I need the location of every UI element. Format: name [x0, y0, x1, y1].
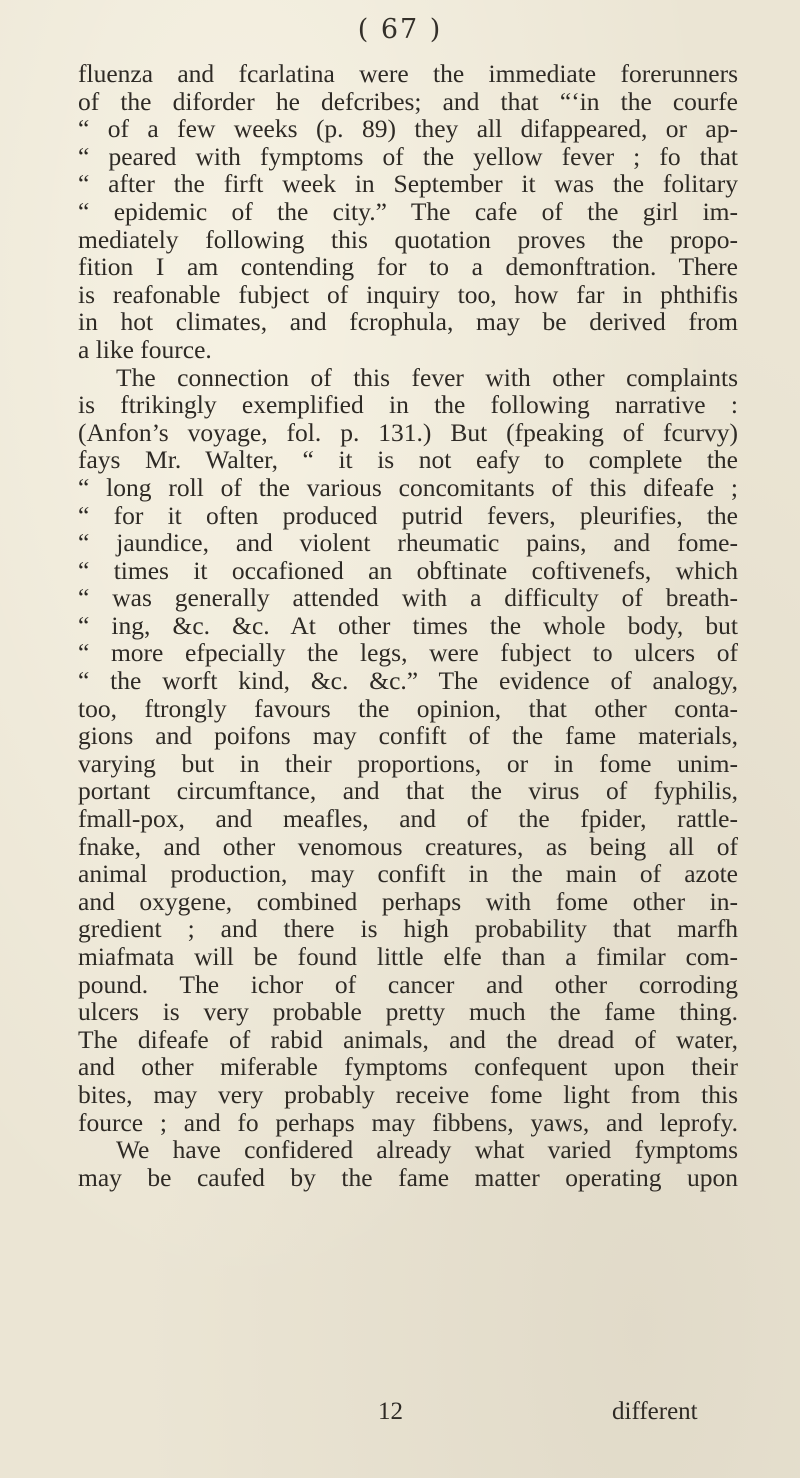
text-line: “ of a few weeks (p. 89) they all difappeared, or ap-: [78, 114, 738, 144]
text-line: “ jaundice, and violent rheumatic pains, and fome-: [78, 528, 738, 558]
text-line: ulcers is very probable pretty much the fame thing.: [78, 997, 738, 1027]
text-line: fnake, and other venomous creatures, as being all of: [78, 831, 738, 861]
text-line: “ times it occafioned an obftinate coftivenefs, which: [78, 555, 738, 585]
text-line: varying but in their proportions, or in fome unim-: [78, 748, 738, 778]
catchword: different: [612, 1398, 698, 1425]
text-line: “ for it often produced putrid fevers, pleurifies, the: [78, 500, 738, 530]
text-line: fays Mr. Walter, “ it is not eafy to complete the: [78, 445, 738, 475]
text-line: “ ing, &c. &c. At other times the whole body, but: [78, 610, 738, 640]
text-line: fluenza and fcarlatina were the immediate forerunners: [78, 59, 738, 88]
text-line: is ftrikingly exemplified in the following narrative :: [78, 390, 738, 420]
text-line: animal production, may confift in the main of azote: [78, 859, 738, 889]
text-line: “ peared with fymptoms of the yellow fever ; fo that: [78, 141, 738, 171]
text-line: “ long roll of the various concomitants of this difeafe ;: [78, 472, 738, 502]
text-line: We have confidered already what varied fymptoms: [116, 1135, 738, 1165]
text-line: gredient ; and there is high probability that marfh: [78, 914, 738, 944]
body-text: [78, 60, 738, 1191]
text-line: portant circumftance, and that the virus of fyphilis,: [78, 776, 738, 806]
text-line: The connection of this fever with other complaints: [116, 362, 738, 392]
text-line: may be caufed by the fame matter operating upon: [78, 1162, 738, 1192]
text-line: a like fource.: [78, 334, 212, 364]
text-line: “ was generally attended with a difficulty of breath-: [78, 583, 738, 613]
text-line: mediately following this quotation proves the propo-: [78, 224, 738, 254]
text-line: fition I am contending for to a demonftration. There: [78, 252, 738, 282]
text-line: too, ftrongly favours the opinion, that other conta-: [78, 693, 738, 723]
text-line: of the diforder he defcribes; and that “‘in the courfe: [78, 86, 738, 116]
text-line: “ after the firft week in September it was the folitary: [78, 169, 738, 199]
text-line: pound. The ichor of cancer and other corroding: [78, 969, 738, 999]
text-line: “ more efpecially the legs, were fubject to ulcers of: [78, 638, 738, 668]
text-line: miafmata will be found little elfe than a fimilar com-: [78, 942, 738, 971]
signature-mark: 12: [378, 1398, 403, 1425]
text-line: fmall-pox, and meafles, and of the fpider, rattle-: [78, 804, 738, 834]
text-line: and other miferable fymptoms confequent upon their: [78, 1052, 738, 1082]
text-line: The difeafe of rabid animals, and the dread of water,: [78, 1024, 738, 1054]
text-line: is reafonable fubject of inquiry too, how far in phthifis: [78, 279, 738, 309]
text-line: bites, may very probably receive fome light from this: [78, 1079, 738, 1109]
text-line: “ epidemic of the city.” The cafe of the girl im-: [78, 196, 738, 226]
text-line: gions and poifons may confift of the fame materials,: [78, 721, 738, 751]
text-line: and oxygene, combined perhaps with fome other in-: [78, 886, 738, 916]
text-line: (Anfon’s voyage, fol. p. 131.) But (fpeaking of fcurvy): [78, 417, 738, 447]
text-line: fource ; and fo perhaps may fibbens, yaws, and leprofy.: [78, 1107, 738, 1137]
text-line: in hot climates, and fcrophula, may be derived from: [78, 307, 738, 337]
text-line: “ the worft kind, &c. &c.” The evidence of analogy,: [78, 666, 738, 696]
page-footer: [0, 1398, 800, 1430]
page-number: ( 67 ): [357, 14, 443, 45]
